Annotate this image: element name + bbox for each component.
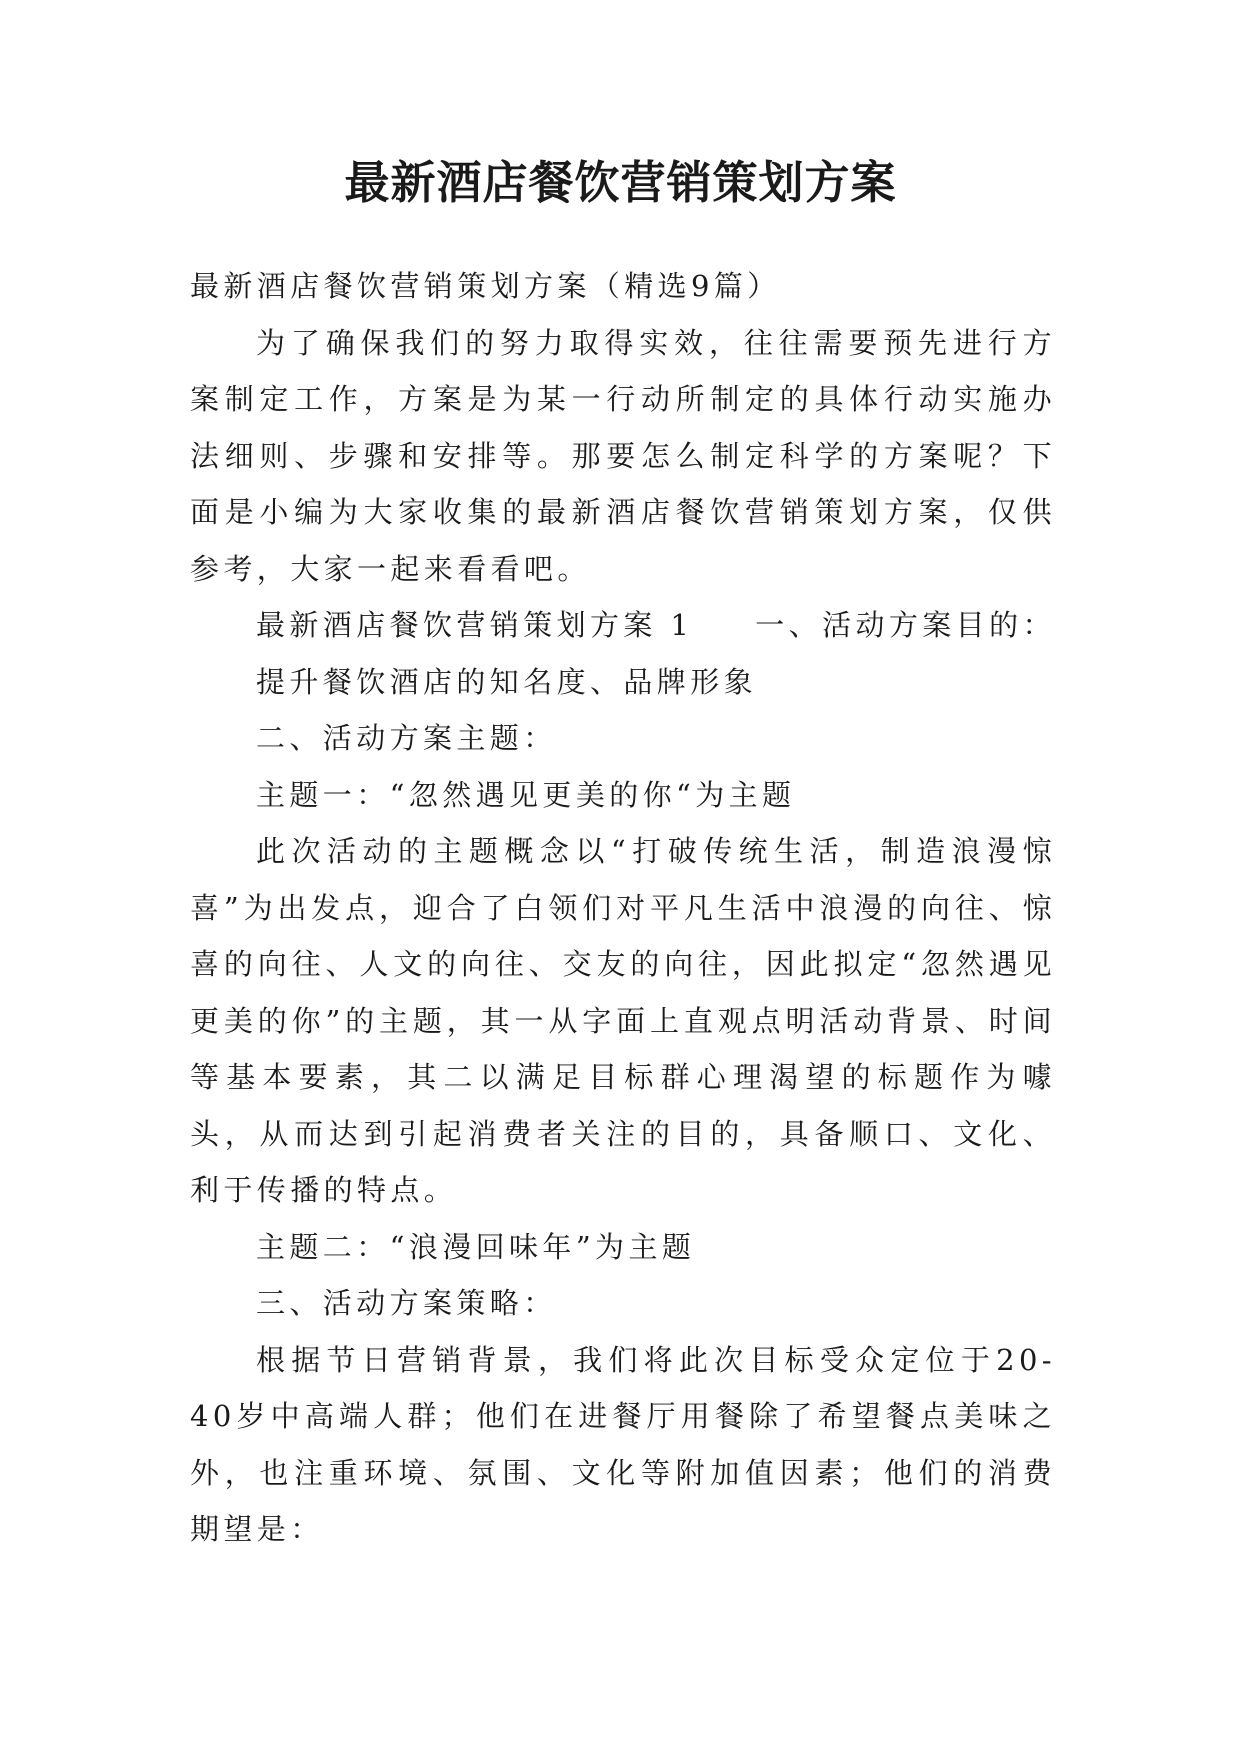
theme1-description: 此次活动的主题概念以“打破传统生活，制造浪漫惊喜”为出发点，迎合了白领们对平凡生活中浪漫的向往、惊喜的向往、人文的向往、交友的向往，因此拟定“忽然遇见更美的你”的主题，其一从字面上直观点明活动背景、时间等基本要素，其二以满足目标群心理渴望的标题作为噱头，从而达到引起消费者关注的目的，具备顺口、文化、利于传播的特点。 (190, 834, 1056, 1207)
document-body (190, 258, 1056, 1558)
intro-paragraph: 为了确保我们的努力取得实效，往往需要预先进行方案制定工作，方案是为某一行动所制定的具体行动实施办法细则、步骤和安排等。那要怎么制定科学的方案呢？下面是小编为大家收集的最新酒店餐饮营销策划方案，仅供参考，大家一起来看看吧。 (190, 325, 1056, 586)
strategy-paragraph: 根据节日营销背景，我们将此次目标受众定位于20-40岁中高端人群；他们在进餐厅用餐除了希望餐点美味之外，也注重环境、氛围、文化等附加值因素；他们的消费期望是： (190, 1342, 1056, 1546)
section-heading-line (190, 597, 1056, 654)
subtitle-paragraph: 最新酒店餐饮营销策划方案（精选9篇） (190, 269, 781, 303)
theme2-paragraph: 主题二：“浪漫回味年”为主题 (256, 1229, 696, 1264)
document-title: 最新酒店餐饮营销策划方案 (344, 156, 897, 209)
section-heading: 最新酒店餐饮营销策划方案 1 (256, 608, 694, 642)
purpose-paragraph: 提升餐饮酒店的知名度、品牌形象 (256, 664, 758, 699)
strategy-heading: 三、活动方案策略： (256, 1286, 557, 1320)
theme-heading: 二、活动方案主题： (256, 721, 557, 755)
theme1-paragraph: 主题一：“忽然遇见更美的你“为主题 (256, 777, 796, 812)
purpose-heading: 一、活动方案目的： (755, 608, 1056, 642)
